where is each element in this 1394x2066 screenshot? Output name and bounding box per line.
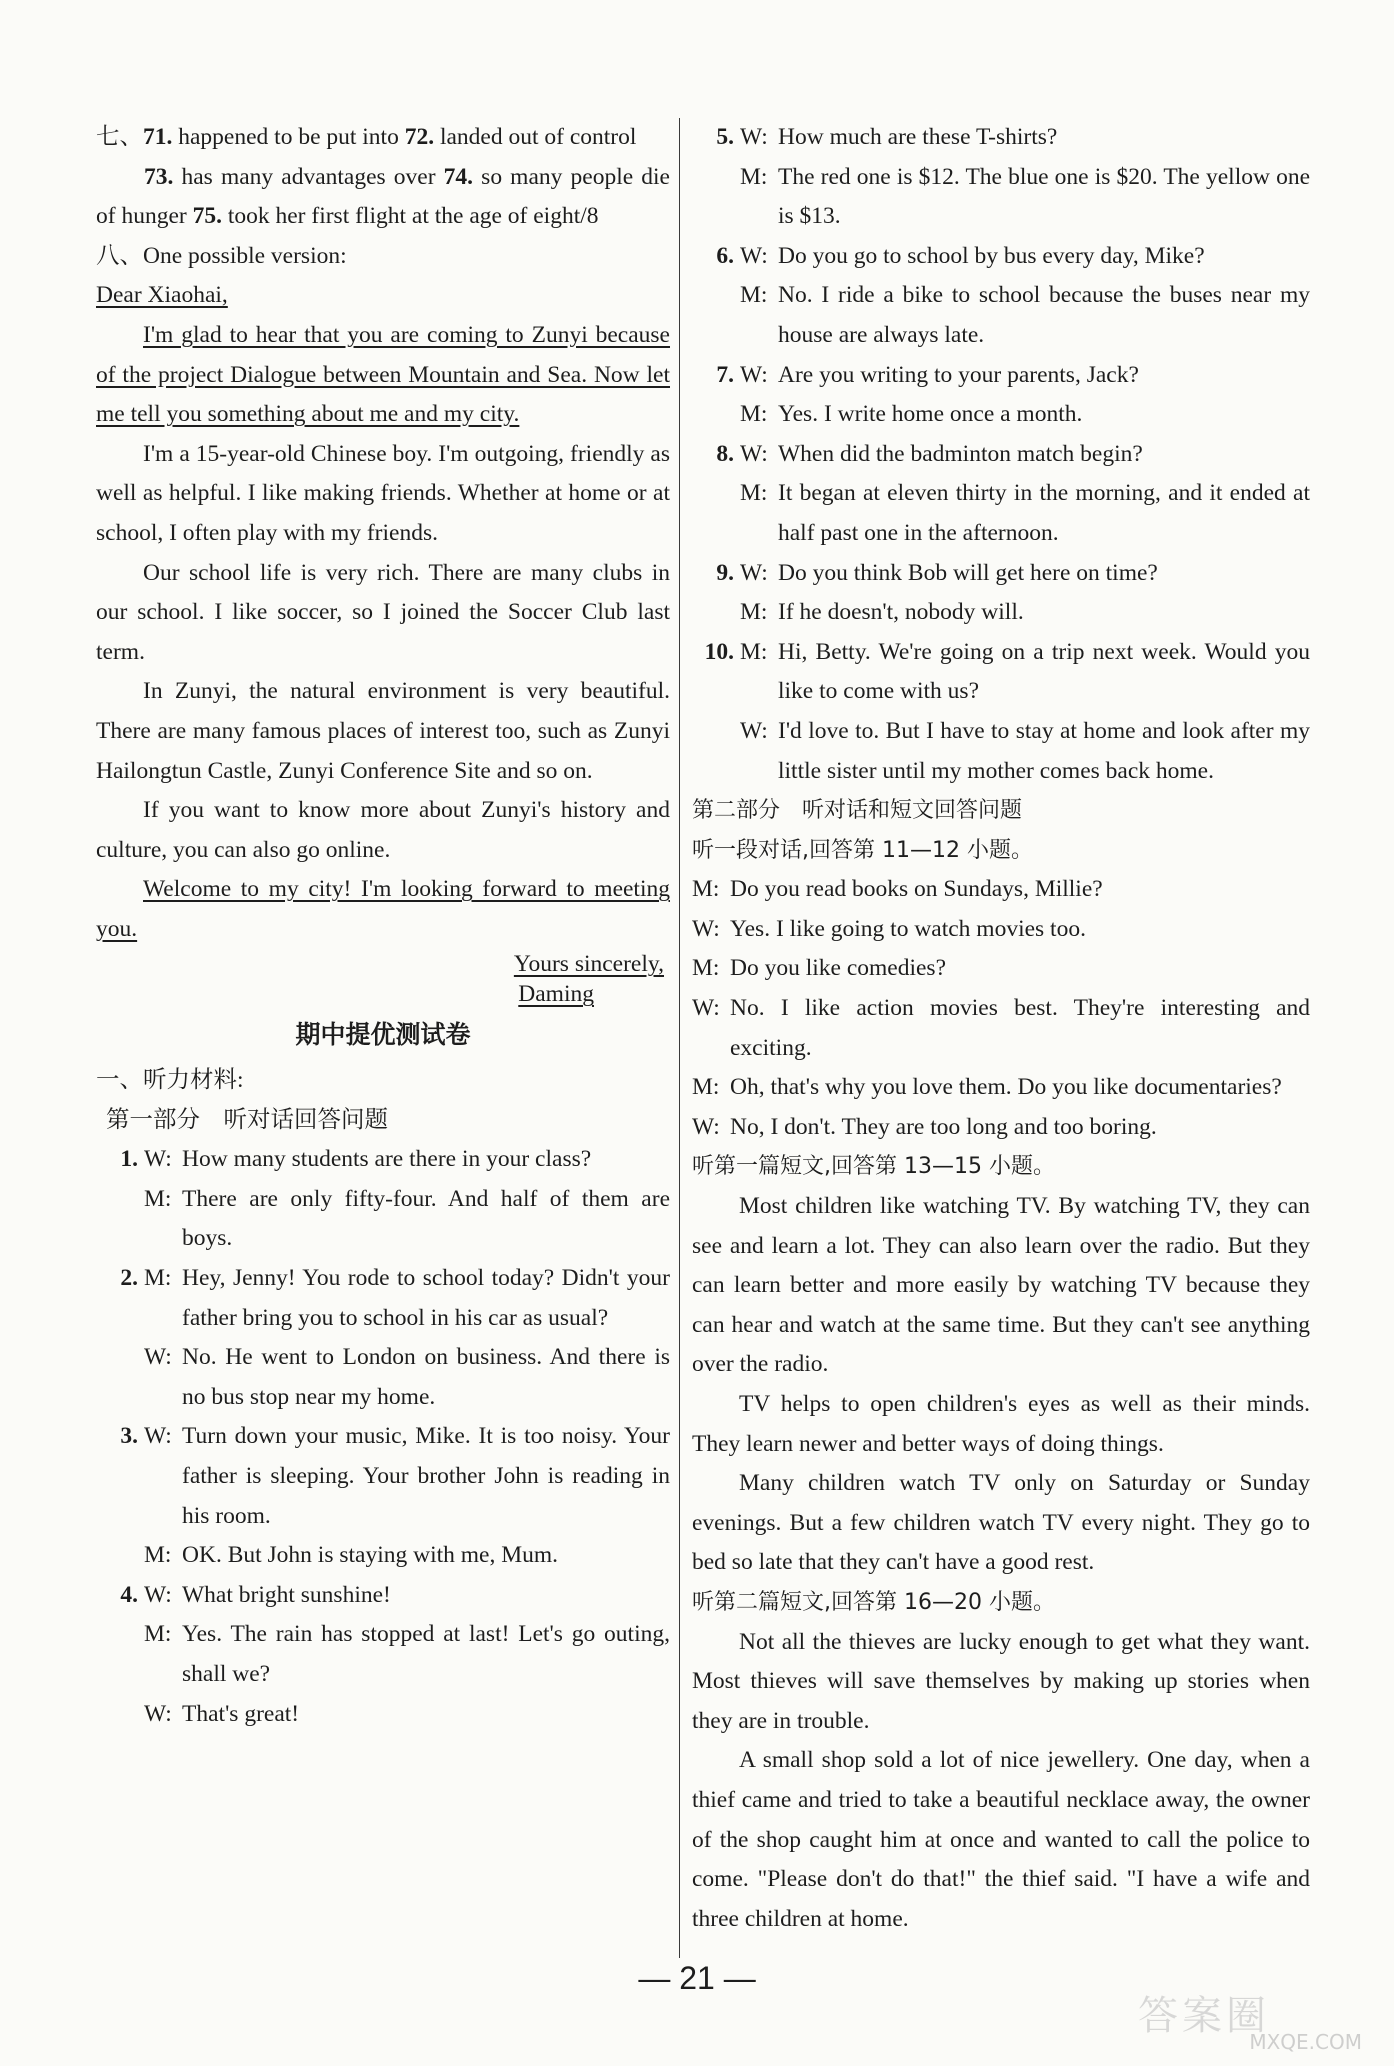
dialogue-line <box>740 633 1310 712</box>
passage-paragraph: Most children like watching TV. By watching TV, they can see and learn a lot. They can also learn over the radio. But they can learn better and more easily by watching TV because they can hear and watch at the same time. But they can't see anything over the radio. <box>692 1193 1310 1378</box>
answer-72-num: 72. <box>404 124 435 150</box>
dialogue-line <box>144 1140 670 1180</box>
dialogue-item <box>692 554 1310 633</box>
conversation-text: Do you like comedies? <box>730 955 947 982</box>
answer-74-num: 74. <box>443 163 474 190</box>
dialogue-text: If he doesn't, nobody will. <box>778 599 1024 626</box>
conversation-text: Do you read books on Sundays, Millie? <box>730 876 1103 903</box>
column-divider <box>679 118 680 1958</box>
exam-title: 期中提优测试卷 <box>295 1020 471 1050</box>
speaker-label: M: <box>740 638 768 665</box>
speaker-label: W: <box>692 1113 720 1140</box>
passage-1-intro: 听第一篇短文,回答第 13—15 小题。 <box>692 1154 1055 1180</box>
letter-paragraph-4: In Zunyi, the natural environment is very beautiful. There are many famous places of interest too, such as Zunyi Hailongtun Castle, Zunyi Conference Site and so on. <box>96 678 670 784</box>
answer-73-num: 73. <box>144 163 174 190</box>
speaker-label: W: <box>144 1423 172 1450</box>
right-dialogue-list <box>692 118 1310 791</box>
dialogue-item <box>96 1259 670 1417</box>
passage-2 <box>692 1623 1310 1940</box>
speaker-label: W: <box>692 995 720 1022</box>
letter-paragraph-6: Welcome to my city! I'm looking forward to meeting you. <box>96 876 670 942</box>
letter-paragraph-3: Our school life is very rich. There are many clubs in our school. I like soccer, so I joined the Soccer Club last term. <box>96 559 670 665</box>
watermark-text: 答案圈 <box>1138 1993 1270 2039</box>
conversation-intro: 听一段对话,回答第 11—12 小题。 <box>692 837 1033 863</box>
conversation-line <box>692 1108 1310 1148</box>
dialogue-text: Hi, Betty. We're going on a trip next week. Would you like to come with us? <box>778 638 1310 705</box>
dialogue-line <box>740 593 1310 633</box>
dialogue-line <box>144 1338 670 1417</box>
letter-closing: Yours sincerely, <box>513 951 664 978</box>
dialogue-line <box>740 118 1310 158</box>
dialogue-number: 1. <box>120 1146 138 1173</box>
dialogue-text: No. He went to London on business. And there is no bus stop near my home. <box>182 1344 670 1410</box>
q8-intro-text: One possible version: <box>143 242 347 269</box>
speaker-label: W: <box>740 559 768 586</box>
conversation-text: Yes. I like going to watch movies too. <box>730 915 1086 942</box>
conversation <box>692 870 1310 1147</box>
speaker-label: M: <box>740 480 768 507</box>
dialogue-line <box>740 276 1310 355</box>
dialogue-text: No. I ride a bike to school because the buses near my house are always late. <box>778 282 1310 348</box>
answer-71: happened to be put into <box>172 124 405 150</box>
speaker-label: M: <box>144 1265 172 1292</box>
q7-answers-cont <box>96 158 670 237</box>
passage-1 <box>692 1187 1310 1583</box>
conversation-line <box>692 1068 1310 1108</box>
speaker-label: W: <box>740 717 768 744</box>
answer-73: has many advantages over <box>173 163 444 190</box>
speaker-label: M: <box>692 876 720 903</box>
letter-paragraph-5: If you want to know more about Zunyi's history and culture, you can also go online. <box>96 797 670 863</box>
speaker-label: M: <box>144 1185 172 1212</box>
dialogue-number: 5. <box>716 124 734 150</box>
speaker-label: W: <box>144 1700 172 1727</box>
dialogue-text: Do you think Bob will get here on time? <box>778 559 1158 586</box>
dialogue-text: OK. But John is staying with me, Mum. <box>182 1542 559 1569</box>
q7-label: 七、 <box>96 124 143 150</box>
answer-75-num: 75. <box>192 203 222 230</box>
dialogue-text: Do you go to school by bus every day, Mike? <box>778 242 1205 269</box>
speaker-label: M: <box>692 1074 720 1101</box>
dialogue-item <box>692 633 1310 791</box>
dialogue-item <box>96 1417 670 1575</box>
letter-paragraph-2: I'm a 15-year-old Chinese boy. I'm outgoing, friendly as well as helpful. I like making friends. Whether at home or at school, I often play with my friends. <box>96 440 670 546</box>
dialogue-line <box>144 1576 670 1616</box>
passage-paragraph: A small shop sold a lot of nice jewellery. One day, when a thief came and tried to take a beautiful necklace away, the owner of the shop caught him at once and wanted to call the police to come. "Please don't do that!" the thief said. "I have a wife and three children at home. <box>692 1747 1310 1932</box>
section-1-heading: 一、听力材料: <box>96 1067 244 1094</box>
dialogue-text: How much are these T-shirts? <box>778 124 1058 150</box>
speaker-label: W: <box>740 242 768 269</box>
part-2-heading: 第二部分 听对话和短文回答问题 <box>692 798 1023 824</box>
dialogue-line <box>740 712 1310 791</box>
dialogue-text: Turn down your music, Mike. It is too noisy. Your father is sleeping. Your brother John is reading in his room. <box>182 1423 670 1529</box>
watermark-logo <box>1138 1984 1368 2054</box>
speaker-label: W: <box>740 361 768 388</box>
dialogue-line <box>144 1536 670 1576</box>
speaker-label: M: <box>144 1542 172 1569</box>
watermark-url: MXQE.COM <box>1249 2030 1362 2054</box>
passage-paragraph: Not all the thieves are lucky enough to get what they want. Most thieves will save themselves by making up stories when they are in trouble. <box>692 1628 1310 1734</box>
dialogue-item <box>692 118 1310 237</box>
dialogue-number: 3. <box>120 1423 138 1450</box>
speaker-label: W: <box>144 1146 172 1173</box>
dialogue-line <box>740 356 1310 396</box>
dialogue-line <box>144 1180 670 1259</box>
dialogue-number: 9. <box>716 559 734 586</box>
conversation-text: Oh, that's why you love them. Do you like documentaries? <box>730 1074 1282 1101</box>
dialogue-text: What bright sunshine! <box>182 1581 391 1608</box>
dialogue-text: When did the badminton match begin? <box>778 440 1143 467</box>
speaker-label: W: <box>144 1581 172 1608</box>
speaker-label: W: <box>144 1344 172 1371</box>
dialogue-number: 6. <box>716 242 734 269</box>
dialogue-line <box>740 474 1310 553</box>
dialogue-number: 10. <box>704 638 734 665</box>
dialogue-line <box>740 158 1310 237</box>
dialogue-text: Hey, Jenny! You rode to school today? Didn't your father bring you to school in his car as usual? <box>182 1265 670 1331</box>
speaker-label: M: <box>740 401 768 428</box>
dialogue-item <box>692 237 1310 356</box>
dialogue-text: The red one is $12. The blue one is $20. The yellow one is $13. <box>778 163 1310 230</box>
dialogue-number: 2. <box>120 1265 138 1292</box>
conversation-line <box>692 989 1310 1068</box>
letter-greeting: Dear Xiaohai, <box>96 282 228 309</box>
part-1-heading: 第一部分 听对话回答问题 <box>106 1106 388 1133</box>
q7-answers <box>96 118 670 158</box>
dialogue-number: 4. <box>120 1581 138 1608</box>
dialogue-line <box>144 1695 670 1735</box>
dialogue-item <box>692 435 1310 554</box>
dialogue-text: I'd love to. But I have to stay at home and look after my little sister until my mother comes back home. <box>778 717 1310 784</box>
conversation-text: No, I don't. They are too long and too boring. <box>730 1113 1157 1140</box>
left-column <box>96 118 670 1734</box>
passage-2-intro: 听第二篇短文,回答第 16—20 小题。 <box>692 1589 1055 1615</box>
speaker-label: M: <box>740 282 768 309</box>
letter-signature: Daming <box>518 981 594 1008</box>
dialogue-line <box>144 1259 670 1338</box>
conversation-line <box>692 910 1310 950</box>
right-column <box>692 118 1310 1939</box>
dialogue-text: Yes. I write home once a month. <box>778 401 1083 428</box>
dialogue-line <box>740 435 1310 475</box>
dialogue-number: 7. <box>716 361 734 388</box>
dialogue-line <box>144 1615 670 1694</box>
conversation-line <box>692 870 1310 910</box>
passage-paragraph: TV helps to open children's eyes as well as their minds. They learn newer and better ways of doing things. <box>692 1391 1310 1457</box>
dialogue-number: 8. <box>716 440 734 467</box>
conversation-line <box>692 949 1310 989</box>
dialogue-text: How many students are there in your class? <box>182 1146 592 1173</box>
dialogue-line <box>740 237 1310 277</box>
speaker-label: M: <box>144 1621 172 1648</box>
dialogue-item <box>96 1576 670 1734</box>
speaker-label: M: <box>740 163 768 190</box>
dialogue-text: Are you writing to your parents, Jack? <box>778 361 1139 388</box>
dialogue-line <box>144 1417 670 1536</box>
conversation-text: No. I like action movies best. They're interesting and exciting. <box>730 995 1310 1061</box>
speaker-label: M: <box>692 955 720 982</box>
speaker-label: M: <box>740 599 768 626</box>
dialogue-text: There are only fifty-four. And half of them are boys. <box>182 1185 670 1252</box>
left-dialogue-list <box>96 1140 670 1734</box>
speaker-label: W: <box>740 440 768 467</box>
dialogue-text: Yes. The rain has stopped at last! Let's go outing, shall we? <box>182 1621 670 1687</box>
letter-paragraph-1: I'm glad to hear that you are coming to Zunyi because of the project Dialogue between Mountain and Sea. Now let me tell you something about me and my city. <box>96 321 670 428</box>
q8-label: 八、 <box>96 242 143 269</box>
dialogue-text: That's great! <box>182 1700 300 1727</box>
answer-75: took her first flight at the age of eight/8 <box>221 203 599 230</box>
q8-intro <box>96 237 670 277</box>
dialogue-item <box>692 356 1310 435</box>
answer-72: landed out of control <box>434 124 637 150</box>
page-number: — 21 — <box>638 1960 756 1996</box>
speaker-label: W: <box>740 124 768 150</box>
dialogue-item <box>96 1140 670 1259</box>
dialogue-line <box>740 395 1310 435</box>
answer-71-num: 71. <box>143 124 173 150</box>
dialogue-text: It began at eleven thirty in the morning, and it ended at half past one in the afternoon. <box>778 480 1310 546</box>
answer-74: so many people die of hunger <box>96 163 670 230</box>
dialogue-line <box>740 554 1310 594</box>
speaker-label: W: <box>692 915 720 942</box>
passage-paragraph: Many children watch TV only on Saturday or Sunday evenings. But a few children watch TV every night. They go to bed so late that they can't have a good rest. <box>692 1470 1310 1576</box>
